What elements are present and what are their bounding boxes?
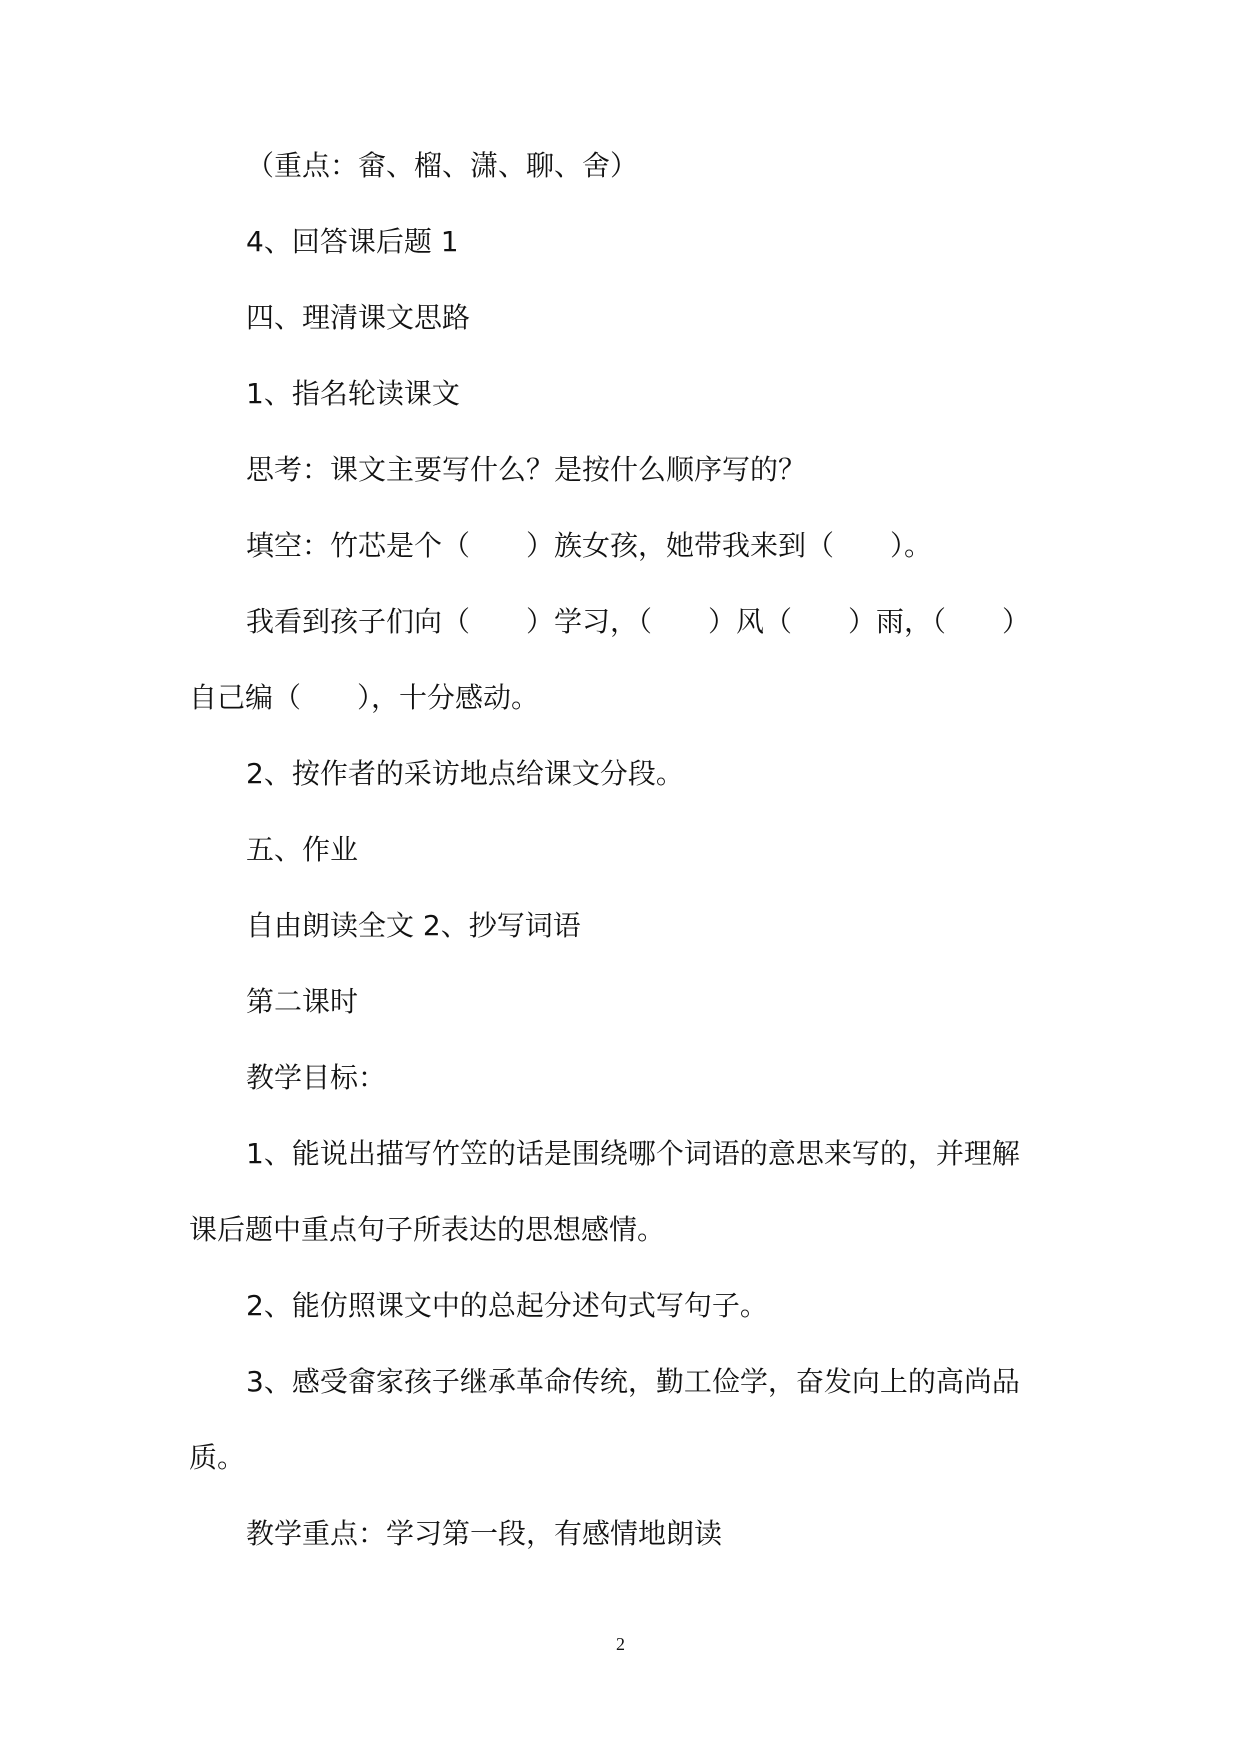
goal-3-line-2: 质。 xyxy=(189,1441,246,1474)
teaching-goals-heading: 教学目标： xyxy=(246,1061,387,1094)
goal-3-line-1: 3、感受畲家孩子继承革命传统，勤工俭学，奋发向上的高尚品 xyxy=(246,1365,1020,1398)
goal-2-line: 2、能仿照课文中的总起分述句式写句子。 xyxy=(246,1289,768,1322)
goal-1-line-1: 1、能说出描写竹笠的话是围绕哪个词语的意思来写的，并理解 xyxy=(246,1137,1020,1170)
fill-blank-line-2: 我看到孩子们向（ ）学习，（ ）风（ ）雨，（ ） xyxy=(246,605,1031,638)
key-characters-line: （重点：畲、榴、潇、聊、舍） xyxy=(246,149,639,182)
think-question-line: 思考：课文主要写什么？是按什么顺序写的？ xyxy=(246,453,807,486)
second-lesson-heading: 第二课时 xyxy=(246,985,359,1018)
step-1-line: 1、指名轮读课文 xyxy=(246,377,460,410)
teaching-focus-line: 教学重点：学习第一段，有感情地朗读 xyxy=(246,1517,723,1550)
step-2-line: 2、按作者的采访地点给课文分段。 xyxy=(246,757,684,790)
homework-line: 自由朗读全文 2、抄写词语 xyxy=(246,909,581,942)
page-number: 2 xyxy=(616,1634,625,1654)
section-4-heading: 四、理清课文思路 xyxy=(246,301,471,334)
fill-blank-line-1: 填空：竹芯是个（ ）族女孩，她带我来到（ ）。 xyxy=(246,529,933,562)
step-4-line: 4、回答课后题 1 xyxy=(246,225,459,258)
section-5-heading: 五、作业 xyxy=(246,833,359,866)
goal-1-line-2: 课后题中重点句子所表达的思想感情。 xyxy=(189,1213,666,1246)
fill-blank-line-3: 自己编（ ），十分感动。 xyxy=(189,681,540,714)
